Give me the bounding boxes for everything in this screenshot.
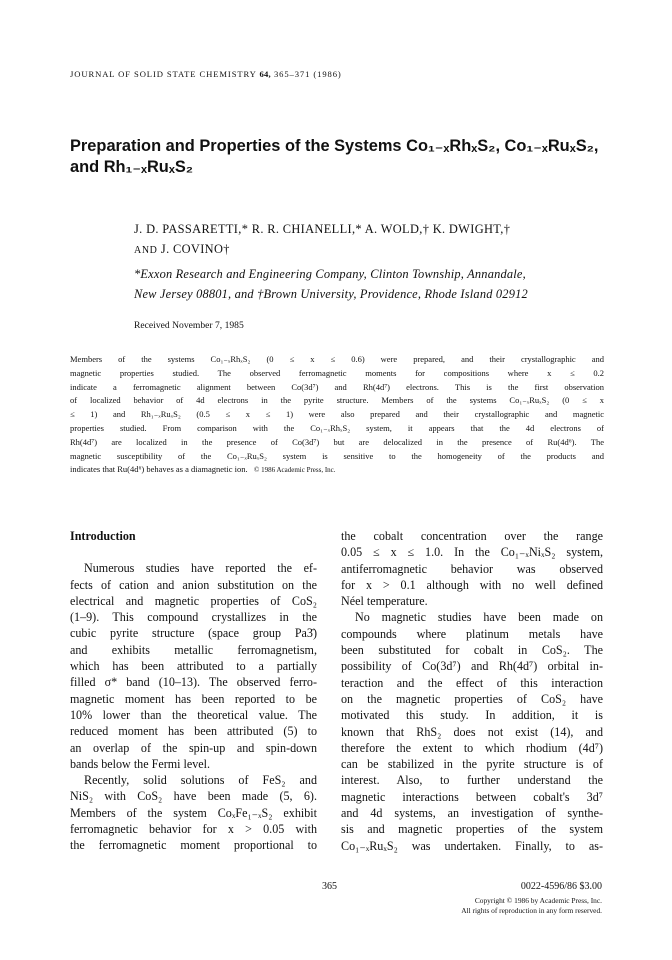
abstract-line (70, 463, 604, 478)
title-line: Preparation and Properties of the Systems Co₁₋ₓRhₓS₂, Co₁₋ₓRuₓS₂, (70, 137, 599, 155)
body-line: which has been attributed to a partially (70, 659, 317, 674)
body-line: known that RhS₂ does not exist (14), and (341, 724, 603, 739)
issn-code: 0022-4596/86 $3.00 (520, 881, 602, 892)
body-line: magnetic moment has been reported to be (70, 691, 317, 706)
body-line: antiferromagnetic behavior was observed (341, 561, 603, 576)
body-line: 10% lower than the theoretical value. The (70, 707, 317, 722)
body-line: NiS₂ with CoS₂ have been made (5, 6). (70, 789, 317, 804)
abstract-line: of localized behavior of 4d electrons in the pyrite structure. Members of the systems Co₁₋ₓRuₓS₂ (0 ≤ x (70, 395, 604, 406)
body-line: Recently, solid solutions of FeS₂ and (84, 773, 317, 788)
abstract (70, 353, 604, 478)
abstract-line: magnetic properties studied. The observed ferromagnetic moments for compositions where x ≤ 0.2 (70, 367, 604, 378)
body-line: motivated this study. In addition, it is (341, 708, 603, 723)
left-column (70, 528, 317, 854)
copyright-line: Copyright © 1986 by Academic Press, Inc. (474, 896, 602, 905)
copyright-notice (461, 896, 602, 916)
body-line: an overlap of the spin-up and spin-down (70, 740, 317, 755)
body-line: cubic pyrite structure (space group Pa3̄) (70, 626, 317, 641)
author-line (134, 239, 510, 261)
journal-name: JOURNAL OF SOLID STATE CHEMISTRY (70, 69, 257, 79)
abstract-line: magnetic susceptibility of the Co₁₋ₓRuₓS₂ system is sensitive to the homogeneity of the products and (70, 450, 604, 461)
body-line: reduced moment has been attributed (5) to (70, 724, 317, 739)
body-line: ferromagnetic behavior for x > 0.05 with (70, 822, 317, 837)
affiliation-line: *Exxon Research and Engineering Company, Clinton Township, Annandale, (134, 267, 526, 281)
copyright-line: All rights of reproduction in any form reserved. (461, 906, 602, 915)
author-list (134, 219, 510, 261)
body-line: the cobalt concentration over the range (341, 529, 603, 543)
body-line: 0.05 ≤ x ≤ 1.0. In the Co₁₋ₓNiₓS₂ system, (341, 545, 603, 560)
and-word: AND (134, 245, 158, 256)
body-line: sis and magnetic properties of the system (341, 822, 603, 837)
body-line: (1–9). This compound crystallizes in the (70, 610, 317, 625)
abstract-line: Members of the systems Co₁₋ₓRhₓS₂ (0 ≤ x ≤ 0.6) were prepared, and their crystallographic and (70, 354, 604, 364)
right-column (341, 528, 603, 854)
journal-volume: 64, (259, 69, 271, 79)
abstract-line: ≤ 1) and Rh₁₋ₓRuₓS₂ (0.5 ≤ x ≤ 1) were also prepared and their crystallographic and magnetic (70, 409, 604, 420)
body-line: and 4d systems, an investigation of synthe- (341, 806, 603, 821)
journal-pages: 365–371 (1986) (273, 69, 342, 79)
body-line: magnetic interactions between cobalt's 3d⁷ (341, 789, 603, 804)
body-line: teraction and the effect of this interaction (341, 675, 603, 690)
affiliation-line: New Jersey 08801, and †Brown University, Providence, Rhode Island 02912 (134, 287, 528, 301)
body-line: Co₁₋ₓRuₓS₂ was undertaken. Finally, to as- (341, 838, 603, 853)
body-line: electrical and magnetic properties of CoS₂ (70, 593, 317, 608)
body-line: on the magnetic properties of CoS₂ have (341, 691, 603, 706)
body-line: therefore the extent to which rhodium (4d⁷) (341, 740, 603, 755)
body-line: Numerous studies have reported the ef- (84, 561, 317, 576)
body-line: interest. Also, to further understand the (341, 773, 603, 788)
author-name: J. COVINO† (160, 242, 230, 256)
body-line: Members of the system CoₓFe₁₋ₓS₂ exhibit (70, 805, 317, 820)
title-line: and Rh₁₋ₓRuₓS₂ (70, 158, 194, 176)
body-line: the ferromagnetic moment proportional to (70, 838, 317, 853)
section-heading: Introduction (70, 529, 136, 543)
author-line: J. D. PASSARETTI,* R. R. CHIANELLI,* A. WOLD,† K. DWIGHT,† (134, 222, 511, 236)
body-line: Néel temperature. (341, 594, 428, 609)
body-line: fects of cation and anion substitution on the (70, 577, 317, 592)
body-line: can be stabilized in the pyrite structure is of (341, 757, 603, 772)
abstract-line: properties studied. From comparison with the Co₁₋ₓRhₓS₂ system, it appears that the 4d electrons of (70, 422, 604, 433)
abstract-last-text: indicates that Ru(4d⁶) behaves as a diamagnetic ion. (70, 464, 248, 475)
affiliation (134, 264, 634, 304)
body-line: possibility of Co(3d⁷) and Rh(4d⁷) orbital in- (341, 659, 603, 674)
paper-title (70, 136, 630, 178)
body-line: bands below the Fermi level. (70, 756, 211, 771)
body-line: filled σ* band (10–13). The observed ferro- (70, 675, 317, 690)
journal-header (70, 69, 342, 79)
body-line: been substituted for cobalt in CoS₂. The (341, 643, 603, 658)
abstract-line: indicate a ferromagnetic alignment between Co(3d⁷) and Rh(4d⁷) electrons. This is the first observation (70, 381, 604, 392)
body-line: compounds where platinum metals have (341, 626, 603, 641)
body-line: for x > 0.1 although with no well defined (341, 577, 603, 592)
abstract-line: Rh(4d⁷) are localized in the presence of Co(3d⁷) but are delocalized in the presence of Ru(4d⁶). The (70, 436, 604, 447)
body-line: No magnetic studies have been made on (355, 610, 603, 625)
body-line: and exhibits metallic ferromagnetism, (70, 642, 317, 657)
received-date: Received November 7, 1985 (134, 320, 244, 331)
abstract-copyright: © 1986 Academic Press, Inc. (254, 466, 336, 475)
page-number: 365 (322, 881, 337, 892)
